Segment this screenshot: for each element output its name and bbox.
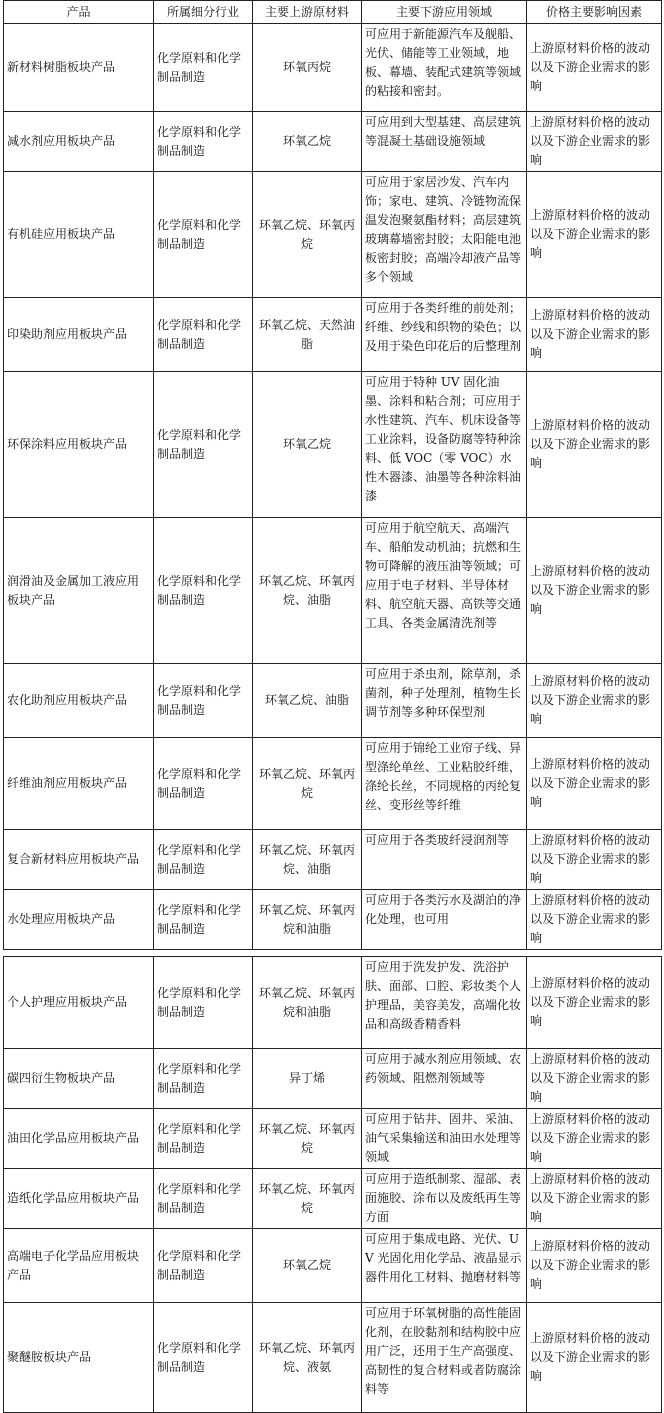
application-cell: 可应用于减水剂应用领域、农药领域、阻燃剂领域等 [362,1049,527,1109]
product-cell: 印染助剂应用板块产品 [4,298,154,372]
product-cell: 纤维油剂应用板块产品 [4,738,154,830]
factor-cell: 上游原材料价格的波动以及下游企业需求的影响 [527,1169,662,1229]
page-break-cell [4,950,662,957]
application-cell: 可应用于造纸制浆、湿部、表面施胶、涂布以及废纸再生等方面 [362,1169,527,1229]
factor-cell: 上游原材料价格的波动以及下游企业需求的影响 [527,24,662,112]
page-break-gap [4,950,662,957]
industry-cell: 化学原料和化学制品制造 [154,664,253,738]
material-cell: 环氧乙烷、环氧丙烷和油脂 [253,890,362,950]
factor-cell: 上游原材料价格的波动以及下游企业需求的影响 [527,830,662,890]
material-cell: 环氧乙烷、环氧丙烷、油脂 [253,518,362,664]
factor-cell: 上游原材料价格的波动以及下游企业需求的影响 [527,738,662,830]
table-row [4,1229,662,1303]
industry-cell: 化学原料和化学制品制造 [154,1109,253,1169]
material-cell: 环氧乙烷、环氧丙烷和油脂 [253,957,362,1049]
industry-cell: 化学原料和化学制品制造 [154,112,253,172]
header-factor: 价格主要影响因素 [527,1,662,24]
application-cell: 可应用于特种 UV 固化油墨、涂料和粘合剂；可应用于水性建筑、汽车、机床设备等工业涂料，设备防腐等特种涂料、低 VOC（零 VOC）水性木器漆、油墨等各种涂料油漆 [362,372,527,518]
material-cell: 环氧乙烷、环氧丙烷 [253,738,362,830]
application-cell: 可应用于各类玻纤浸润剂等 [362,830,527,890]
material-cell: 环氧乙烷、天然油脂 [253,298,362,372]
industry-cell: 化学原料和化学制品制造 [154,298,253,372]
product-table-container [3,0,661,1413]
application-cell: 可应用于新能源汽车及舰船、光伏、储能等工业领域，地板、幕墙、装配式建筑等领域的粘接和密封。 [362,24,527,112]
product-cell: 润滑油及金属加工液应用板块产品 [4,518,154,664]
table-row [4,24,662,112]
product-cell: 有机硅应用板块产品 [4,172,154,298]
table-row [4,172,662,298]
factor-cell: 上游原材料价格的波动以及下游企业需求的影响 [527,372,662,518]
application-cell: 可应用于家居沙发、汽车内饰；家电、建筑、冷链物流保温发泡聚氨酯材料；高层建筑玻璃幕墙密封胶；太阳能电池板密封胶；高端冷却液产品等多个领域 [362,172,527,298]
material-cell: 环氧乙烷、环氧丙烷、油脂 [253,830,362,890]
application-cell: 可应用于洗发护发、洗浴护肤、面部、口腔、彩妆类个人护理品，美容美发，高端化妆品和高级香精香料 [362,957,527,1049]
product-cell: 聚醚胺板块产品 [4,1303,154,1413]
material-cell: 异丁烯 [253,1049,362,1109]
table-row [4,1169,662,1229]
table-body [4,24,662,1413]
application-cell: 可应用于航空航天、高端汽车、船舶发动机油；抗燃和生物可降解的液压油等领域；可应用于电子材料、半导体材料、航空航天器、高铁等交通工具、各类金属清洗剂等 [362,518,527,664]
product-cell: 复合新材料应用板块产品 [4,830,154,890]
header-material: 主要上游原材料 [253,1,362,24]
material-cell: 环氧乙烷 [253,372,362,518]
factor-cell: 上游原材料价格的波动以及下游企业需求的影响 [527,890,662,950]
material-cell: 环氧乙烷、油脂 [253,664,362,738]
table-row [4,738,662,830]
industry-cell: 化学原料和化学制品制造 [154,1229,253,1303]
industry-cell: 化学原料和化学制品制造 [154,372,253,518]
industry-cell: 化学原料和化学制品制造 [154,830,253,890]
table-row [4,372,662,518]
product-cell: 农化助剂应用板块产品 [4,664,154,738]
material-cell: 环氧乙烷 [253,112,362,172]
factor-cell: 上游原材料价格的波动以及下游企业需求的影响 [527,298,662,372]
factor-cell: 上游原材料价格的波动以及下游企业需求的影响 [527,1303,662,1413]
industry-cell: 化学原料和化学制品制造 [154,890,253,950]
product-cell: 新材料树脂板块产品 [4,24,154,112]
factor-cell: 上游原材料价格的波动以及下游企业需求的影响 [527,957,662,1049]
application-cell: 可应用到大型基建、高层建筑等混凝土基础设施领域 [362,112,527,172]
product-table [3,0,662,1413]
factor-cell: 上游原材料价格的波动以及下游企业需求的影响 [527,664,662,738]
factor-cell: 上游原材料价格的波动以及下游企业需求的影响 [527,1109,662,1169]
material-cell: 环氧乙烷、环氧丙烷 [253,1169,362,1229]
product-cell: 造纸化学品应用板块产品 [4,1169,154,1229]
material-cell: 环氧乙烷 [253,1229,362,1303]
table-row [4,1109,662,1169]
table-row [4,112,662,172]
factor-cell: 上游原材料价格的波动以及下游企业需求的影响 [527,112,662,172]
table-row [4,890,662,950]
industry-cell: 化学原料和化学制品制造 [154,957,253,1049]
factor-cell: 上游原材料价格的波动以及下游企业需求的影响 [527,518,662,664]
product-cell: 个人护理应用板块产品 [4,957,154,1049]
industry-cell: 化学原料和化学制品制造 [154,1169,253,1229]
industry-cell: 化学原料和化学制品制造 [154,172,253,298]
application-cell: 可应用于环氧树脂的高性能固化剂，在胶黏剂和结构胶中应用广泛，还用于生产高强度、高韧性的复合材料或者防腐涂料等 [362,1303,527,1413]
table-row [4,1303,662,1413]
material-cell: 环氧乙烷、环氧丙烷 [253,1109,362,1169]
application-cell: 可应用于钻井、固井、采油、油气采集输送和油田水处理等领域 [362,1109,527,1169]
application-cell: 可应用于各类污水及湖泊的净化处理，也可用 [362,890,527,950]
industry-cell: 化学原料和化学制品制造 [154,1303,253,1413]
header-application: 主要下游应用领域 [362,1,527,24]
product-cell: 环保涂料应用板块产品 [4,372,154,518]
application-cell: 可应用于集成电路、光伏、UV 光固化用化学品、液晶显示器件用化工材料、抛磨材料等 [362,1229,527,1303]
factor-cell: 上游原材料价格的波动以及下游企业需求的影响 [527,172,662,298]
application-cell: 可应用于各类纤维的前处剂；纤维、纱线和织物的染色；以及用于染色印花后的后整理剂 [362,298,527,372]
factor-cell: 上游原材料价格的波动以及下游企业需求的影响 [527,1229,662,1303]
table-header [4,1,662,24]
product-cell: 碳四衍生物板块产品 [4,1049,154,1109]
material-cell: 环氧丙烷 [253,24,362,112]
table-row [4,830,662,890]
product-cell: 高端电子化学品应用板块产品 [4,1229,154,1303]
material-cell: 环氧乙烷、环氧丙烷、液氨 [253,1303,362,1413]
header-industry: 所属细分行业 [154,1,253,24]
table-row [4,664,662,738]
material-cell: 环氧乙烷、环氧丙烷 [253,172,362,298]
table-row [4,1049,662,1109]
product-cell: 油田化学品应用板块产品 [4,1109,154,1169]
table-row [4,518,662,664]
industry-cell: 化学原料和化学制品制造 [154,518,253,664]
application-cell: 可应用于锦纶工业帘子线、异型涤纶单丝、工业粘胶纤维，涤纶长丝，不同规格的丙纶复丝、变形丝等纤维 [362,738,527,830]
table-row [4,298,662,372]
product-cell: 水处理应用板块产品 [4,890,154,950]
application-cell: 可应用于杀虫剂，除草剂，杀菌剂，种子处理剂，植物生长调节剂等多种环保型剂 [362,664,527,738]
industry-cell: 化学原料和化学制品制造 [154,738,253,830]
header-product: 产品 [4,1,154,24]
table-row [4,957,662,1049]
industry-cell: 化学原料和化学制品制造 [154,1049,253,1109]
factor-cell: 上游原材料价格的波动以及下游企业需求的影响 [527,1049,662,1109]
product-cell: 减水剂应用板块产品 [4,112,154,172]
industry-cell: 化学原料和化学制品制造 [154,24,253,112]
